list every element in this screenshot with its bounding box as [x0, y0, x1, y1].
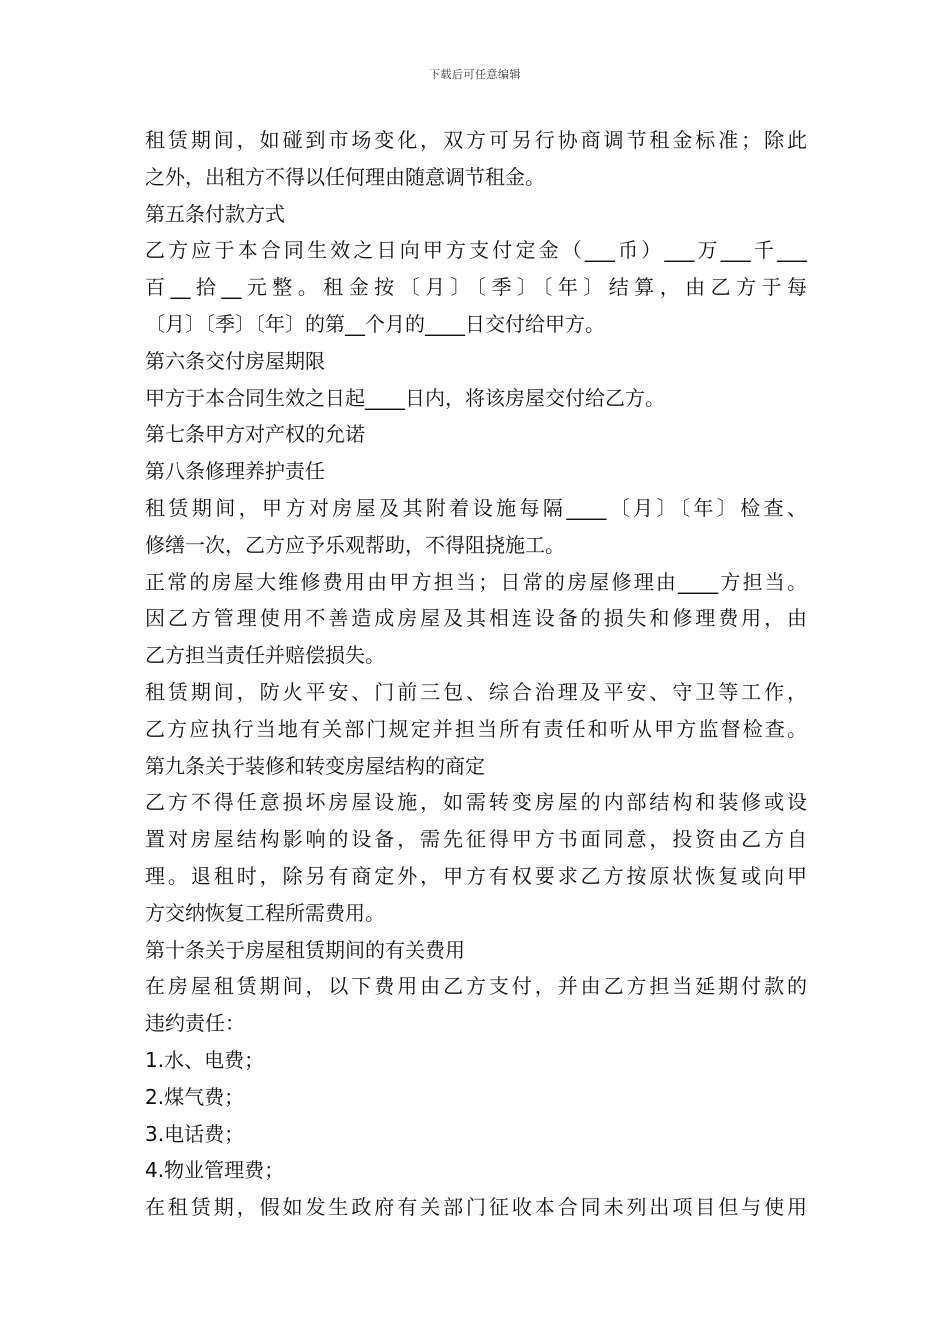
document-line: 方交纳恢复工程所需费用。	[145, 900, 385, 925]
document-line: 置对房屋结构影响的设备，需先征得甲方书面同意，投资由乙方自	[145, 827, 807, 852]
document-line: 在房屋租赁期间，以下费用由乙方支付，并由乙方担当延期付款的	[145, 974, 807, 999]
document-line: 甲方于本合同生效之日起____日内，将该房屋交付给乙方。	[145, 385, 665, 410]
document-line: 之外，出租方不得以任何理由随意调节租金。	[145, 164, 545, 189]
document-line: 租赁期间，如碰到市场变化，双方可另行协商调节租金标准；除此	[145, 128, 807, 152]
document-line: 第九条关于装修和转变房屋结构的商定	[145, 753, 485, 778]
document-line: 在租赁期，假如发生政府有关部门征收本合同未列出项目但与使用	[145, 1195, 807, 1220]
document-line: 租赁期间，甲方对房屋及其附着设施每隔____〔月〕〔年〕检查、	[145, 495, 807, 520]
page-header-note: 下载后可任意编辑	[429, 68, 521, 81]
document-line: 第十条关于房屋租赁期间的有关费用	[145, 937, 465, 962]
document-line: 乙方应于本合同生效之日向甲方支付定金（___币）___万___千___	[145, 238, 807, 263]
document-line: 1.水、电费；	[145, 1047, 265, 1072]
document-line: 百__拾__元整。租金按〔月〕〔季〕〔年〕结算，由乙方于每	[145, 275, 807, 300]
document-line: 正常的房屋大维修费用由甲方担当；日常的房屋修理由____方担当。	[145, 569, 807, 594]
document-line: 第六条交付房屋期限	[145, 348, 325, 373]
document-line: 修缮一次，乙方应予乐观帮助，不得阻挠施工。	[145, 532, 565, 557]
document-line: 违约责任：	[145, 1011, 245, 1036]
document-line: 4.物业管理费；	[145, 1158, 285, 1183]
document-line: 3.电话费；	[145, 1121, 245, 1146]
document-line: 乙方担当责任并赔偿损失。	[145, 643, 385, 668]
document-line: 第八条修理养护责任	[145, 459, 325, 484]
document-line: 第七条甲方对产权的允诺	[145, 422, 365, 447]
document-line: 〔月〕〔季〕〔年〕的第__个月的____日交付给甲方。	[145, 311, 605, 336]
document-line: 2.煤气费；	[145, 1084, 245, 1109]
document-line: 乙方应执行当地有关部门规定并担当所有责任和听从甲方监督检查。	[145, 716, 807, 741]
document-line: 因乙方管理使用不善造成房屋及其相连设备的损失和修理费用，由	[145, 606, 807, 631]
document-line: 理。退租时，除另有商定外，甲方有权要求乙方按原状恢复或向甲	[145, 863, 807, 888]
document-line: 第五条付款方式	[145, 201, 285, 226]
document-line: 租赁期间，防火平安、门前三包、综合治理及平安、守卫等工作，	[145, 679, 807, 704]
document-body	[145, 122, 807, 1226]
document-line: 乙方不得任意损坏房屋设施，如需转变房屋的内部结构和装修或设	[145, 790, 807, 815]
